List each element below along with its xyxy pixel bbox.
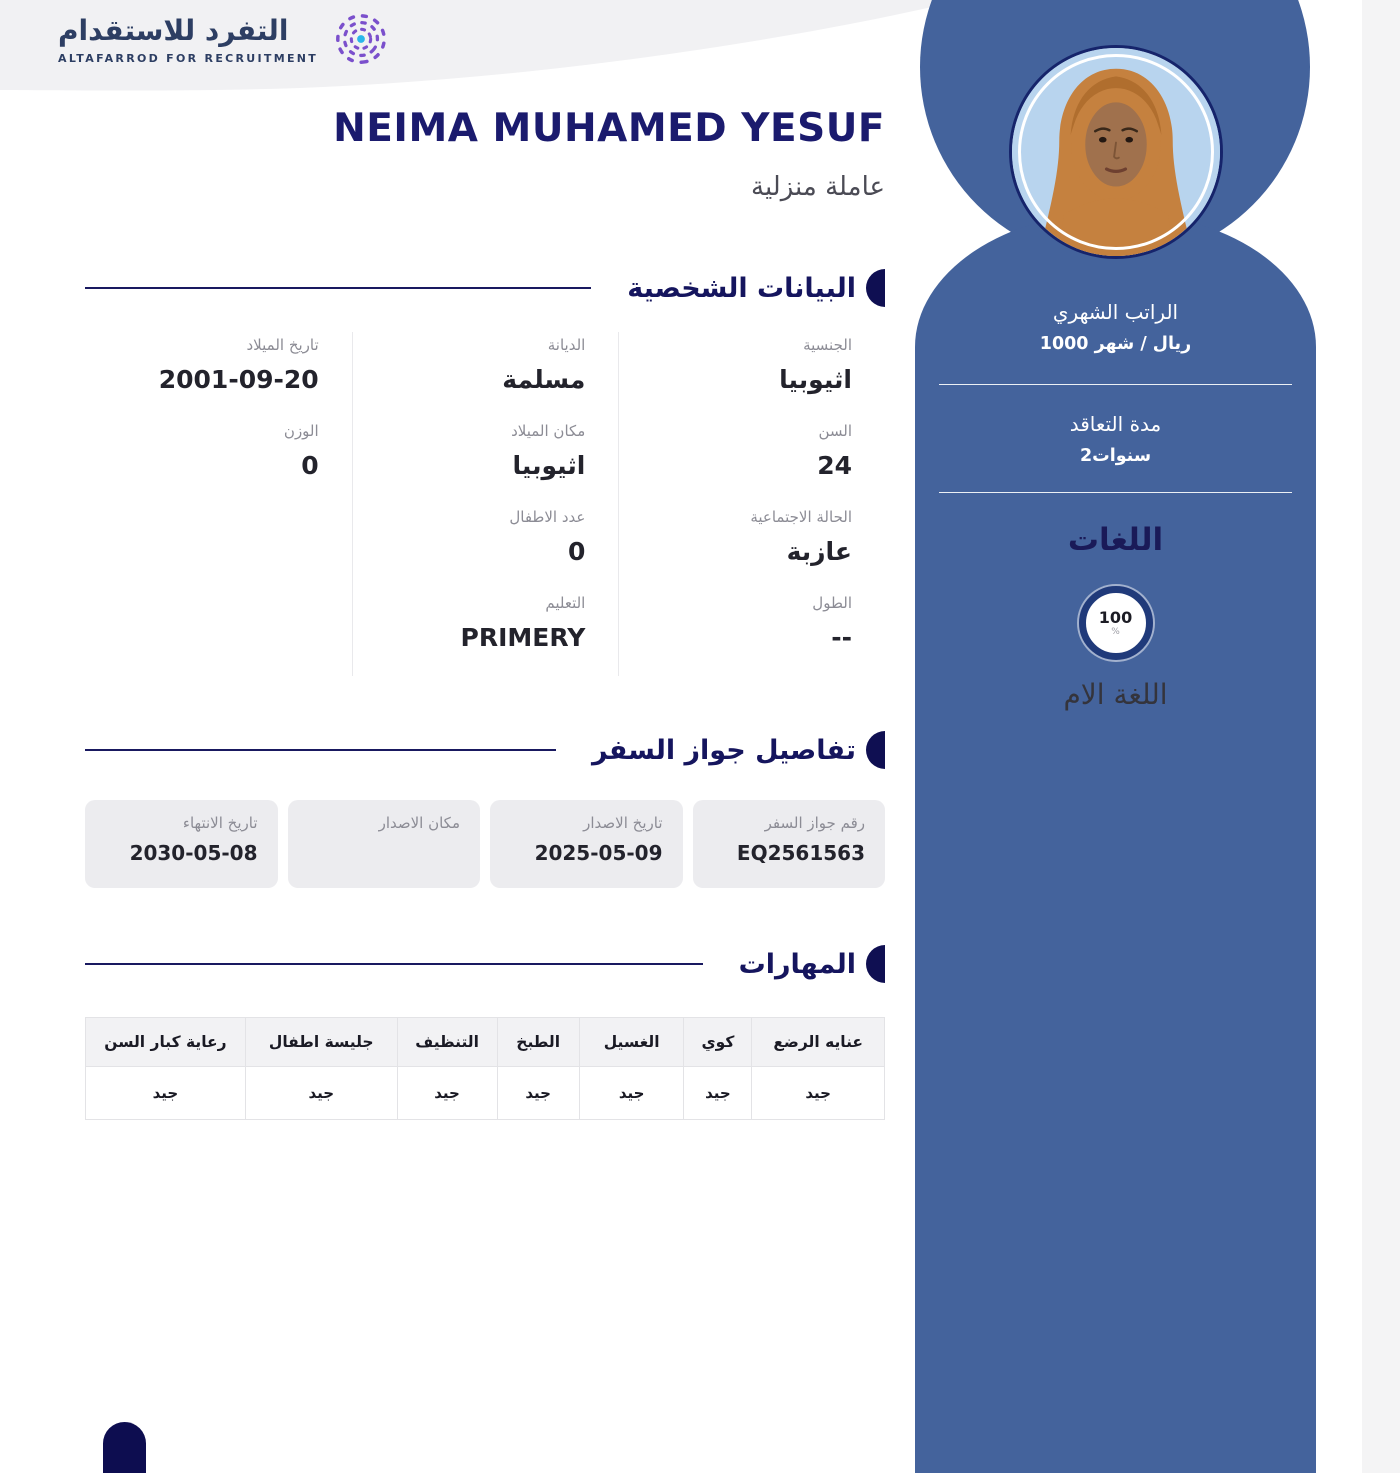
skill-column-elderly-care: رعاية كبار السن: [86, 1018, 246, 1067]
percent-sign: %: [1111, 626, 1120, 637]
contract-duration-value: 2سنوات: [1079, 446, 1152, 466]
salary-value: 1000 ريال / شهر: [1039, 334, 1192, 354]
skill-column-babysitting: جليسة اطفال: [245, 1018, 397, 1067]
personal-data-grid: [85, 332, 885, 676]
skill-value: جيد: [752, 1067, 885, 1120]
language-percent-value: 100: [1098, 607, 1133, 627]
field-weight: الوزن 0: [283, 422, 319, 480]
skill-column-ironing: كوي: [684, 1018, 752, 1067]
skills-table: [85, 1017, 885, 1120]
agency-logo-text: [58, 13, 318, 64]
salary-label: الراتب الشهري: [1052, 300, 1179, 324]
field-height: الطول --: [618, 590, 885, 676]
passport-section-title: تفاصيل جواز السفر: [591, 734, 856, 766]
passport-cards: [85, 800, 885, 888]
passport-section-header: [85, 730, 885, 770]
field-birth-place: مكان الميلاد اثيوبيا: [352, 418, 619, 504]
field-religion: الديانة مسلمة: [352, 332, 619, 418]
candidate-name: NEIMA MUHAMED YESUF: [333, 106, 885, 151]
skills-values-row: [86, 1067, 885, 1120]
language-percent-badge: [1079, 586, 1153, 660]
skill-value: جيد: [245, 1067, 397, 1120]
skill-value: جيد: [579, 1067, 684, 1120]
skills-section-title: المهارات: [738, 948, 856, 980]
profile-sidebar: [915, 0, 1316, 1473]
sidebar-divider: [939, 384, 1292, 385]
personal-data-section-header: [85, 268, 885, 308]
field-education: التعليم PRIMERY: [352, 590, 619, 676]
personal-data-section-title: البيانات الشخصية: [627, 272, 856, 304]
sidebar-divider: [939, 492, 1292, 493]
section-divider-line: [85, 963, 703, 965]
skills-section-header: [85, 944, 885, 984]
skill-column-laundry: الغسيل: [579, 1018, 684, 1067]
skill-value: جيد: [86, 1067, 246, 1120]
sidebar-body-shape: [915, 212, 1316, 1473]
spiral-logo-icon: [332, 10, 390, 68]
skill-value: جيد: [684, 1067, 752, 1120]
mother-tongue-label: اللغة الام: [1063, 678, 1168, 711]
field-empty: [85, 504, 352, 590]
field-empty: [85, 590, 352, 676]
languages-title: اللغات: [1067, 522, 1164, 558]
section-bullet-icon: [866, 269, 885, 307]
skills-header-row: [86, 1018, 885, 1067]
skill-column-cleaning: التنظيف: [397, 1018, 497, 1067]
skill-column-cooking: الطبخ: [497, 1018, 579, 1067]
passport-issue-place-card: مكان الاصدار: [288, 800, 481, 888]
section-bullet-icon: [866, 945, 885, 983]
field-birth-date: تاريخ الميلاد 2001-09-20: [158, 336, 319, 394]
passport-issue-date-card: تاريخ الاصدار 2025-05-09: [490, 800, 683, 888]
section-divider-line: [85, 287, 591, 289]
agency-name-english: ALTAFARROD FOR RECRUITMENT: [58, 51, 319, 65]
passport-expiry-date-card: تاريخ الانتهاء 2030-05-08: [85, 800, 278, 888]
skill-column-infant-care: عنايه الرضع: [752, 1018, 885, 1067]
field-marital-status: الحالة الاجتماعية عازبة: [618, 504, 885, 590]
field-age: السن 24: [618, 418, 885, 504]
candidate-job-title: عاملة منزلية: [751, 172, 885, 202]
agency-name-arabic: التفرد للاستقدام: [58, 14, 289, 48]
agency-logo: [58, 10, 390, 68]
field-nationality: الجنسية اثيوبيا: [618, 332, 885, 418]
section-bullet-icon: [866, 731, 885, 769]
candidate-portrait-illustration: [1012, 48, 1220, 256]
field-children-count: عدد الاطفال 0: [352, 504, 619, 590]
passport-number-card: رقم جواز السفر EQ2561563: [693, 800, 886, 888]
contract-duration-label: مدة التعاقد: [1069, 412, 1162, 436]
skill-value: جيد: [497, 1067, 579, 1120]
skill-value: جيد: [397, 1067, 497, 1120]
decorative-pill: [103, 1422, 146, 1473]
candidate-photo: [1009, 45, 1223, 259]
section-divider-line: [85, 749, 556, 751]
